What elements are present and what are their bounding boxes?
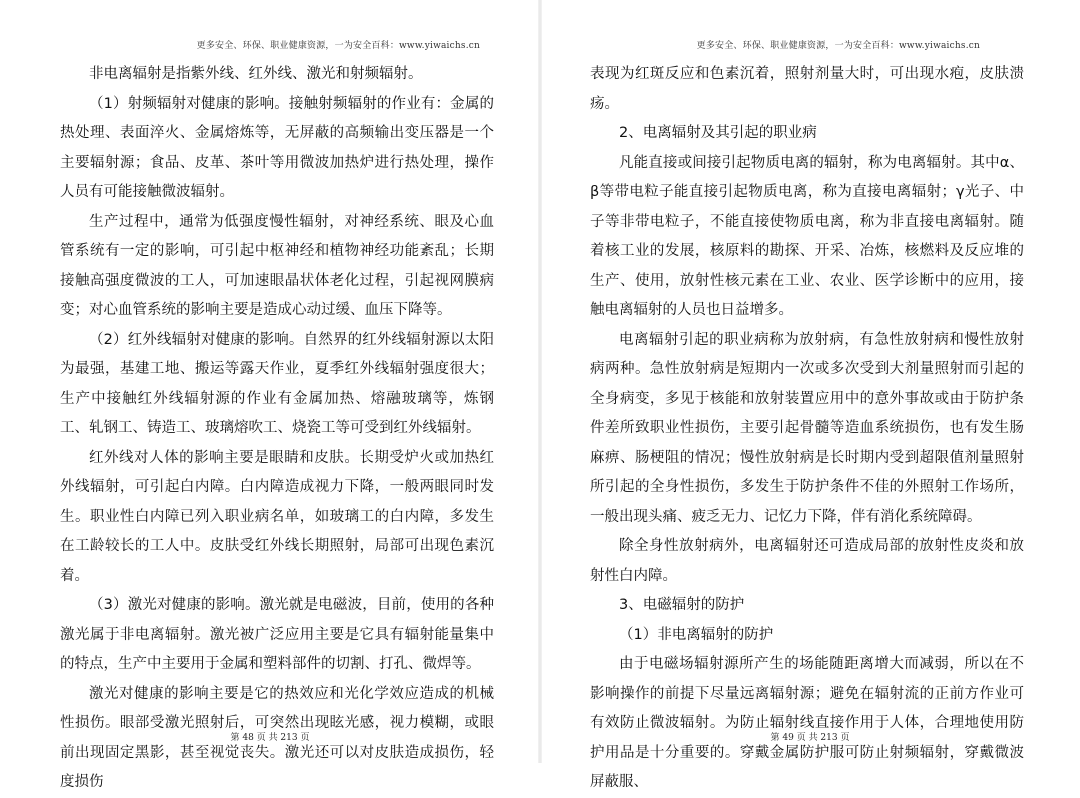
page-footer: 第 48 页 共 213 页 bbox=[230, 733, 310, 743]
paragraph: 非电离辐射是指紫外线、红外线、激光和射频辐射。 bbox=[89, 66, 423, 82]
paragraph: （2）红外线辐射对健康的影响。自然界的红外线辐射源以太阳为最强，基建工地、搬运等露天作业，夏季红外线辐射强度很大；生产中接触红外线辐射源的作业有金属加热、熔融玻璃等，炼钢工、轧钢工、铸造工、玻璃熔吹工、烧瓷工等可受到红外线辐射。 bbox=[60, 331, 494, 436]
paragraph: 红外线对人体的影响主要是眼睛和皮肤。长期受炉火或加热红外线辐射，可引起白内障。白内障造成视力下降，一般两眼同时发生。职业性白内障已列入职业病名单，如玻璃工的白内障，多发生在工龄较长的工人中。皮肤受红外线长期照射，局部可出现色素沉着。 bbox=[60, 449, 494, 584]
paragraph: 凡能直接或间接引起物质电离的辐射，称为电离辐射。其中α、β等带电粒子能直接引起物质电离，称为直接电离辐射；γ光子、中子等非带电粒子，不能直接使物质电离，称为非直接电离辐射。随着核工业的发展，核原料的勘探、开采、冶炼，核燃料及反应堆的生产、使用，放射性核元素在工业、农业、医学诊断中的应用，接触电离辐射的人员也日益增多。 bbox=[590, 154, 1024, 318]
page-48 bbox=[0, 0, 540, 790]
paragraph: 电离辐射引起的职业病称为放射病，有急性放射病和慢性放射病两种。急性放射病是短期内一次或多次受到大剂量照射而引起的全身病变，多见于核能和放射装置应用中的意外事故或由于防护条件差所致职业性损伤，主要引起骨髓等造血系统损伤，也有发生肠麻痹、肠梗阻的情况；慢性放射病是长时期内受到超限值剂量照射所引起的全身性损伤，多发生于防护条件不佳的外照射工作场所，一般出现头痛、疲乏无力、记忆力下降，伴有消化系统障碍。 bbox=[590, 331, 1024, 525]
paragraph: 激光对健康的影响主要是它的热效应和光化学效应造成的机械性损伤。眼部受激光照射后，可突然出现眩光感，视力模糊，或眼前出现固定黑影，甚至视觉丧失。激光还可以对皮肤造成损伤，轻度损伤 bbox=[60, 685, 494, 790]
paragraph: （1）射频辐射对健康的影响。接触射频辐射的作业有：金属的热处理、表面淬火、金属熔炼等，无屏蔽的高频输出变压器是一个主要辐射源；食品、皮革、茶叶等用微波加热炉进行热处理，操作人员有可能接触微波辐射。 bbox=[60, 95, 494, 200]
section-heading: 3、电磁辐射的防护 bbox=[619, 597, 745, 613]
paragraph: 除全身性放射病外，电离辐射还可造成局部的放射性皮炎和放射性白内障。 bbox=[590, 538, 1024, 584]
page-body bbox=[590, 60, 1024, 798]
paragraph: 表现为红斑反应和色素沉着，照射剂量大时，可出现水疱，皮肤溃疡。 bbox=[590, 66, 1024, 112]
page-body bbox=[60, 60, 494, 798]
subsection-heading: （1）非电离辐射的防护 bbox=[619, 626, 774, 643]
page-footer: 第 49 页 共 213 页 bbox=[770, 733, 850, 743]
page-49 bbox=[540, 0, 1080, 790]
paragraph: （3）激光对健康的影响。激光就是电磁波，目前，使用的各种激光属于非电离辐射。激光被广泛应用主要是它具有辐射能量集中的特点，生产中主要用于金属和塑料部件的切割、打孔、微焊等。 bbox=[60, 597, 494, 672]
page-header: 更多安全、环保、职业健康资源，一为安全百科：www.yiwaichs.cn bbox=[196, 41, 480, 51]
paragraph: 由于电磁场辐射源所产生的场能随距离增大而减弱，所以在不影响操作的前提下尽量远离辐射源；避免在辐射流的正前方作业可有效防止微波辐射。为防止辐射线直接作用于人体，合理地使用防护用品是十分重要的。穿戴金属防护服可防止射频辐射，穿戴微波屏蔽服、 bbox=[590, 656, 1024, 790]
section-heading: 2、电离辐射及其引起的职业病 bbox=[619, 125, 817, 141]
paragraph: 生产过程中，通常为低强度慢性辐射，对神经系统、眼及心血管系统有一定的影响，可引起中枢神经和植物神经功能紊乱；长期接触高强度微波的工人，可加速眼晶状体老化过程，引起视网膜病变；对心血管系统的影响主要是造成心动过缓、血压下降等。 bbox=[60, 213, 494, 318]
page-header: 更多安全、环保、职业健康资源，一为安全百科：www.yiwaichs.cn bbox=[696, 41, 980, 51]
